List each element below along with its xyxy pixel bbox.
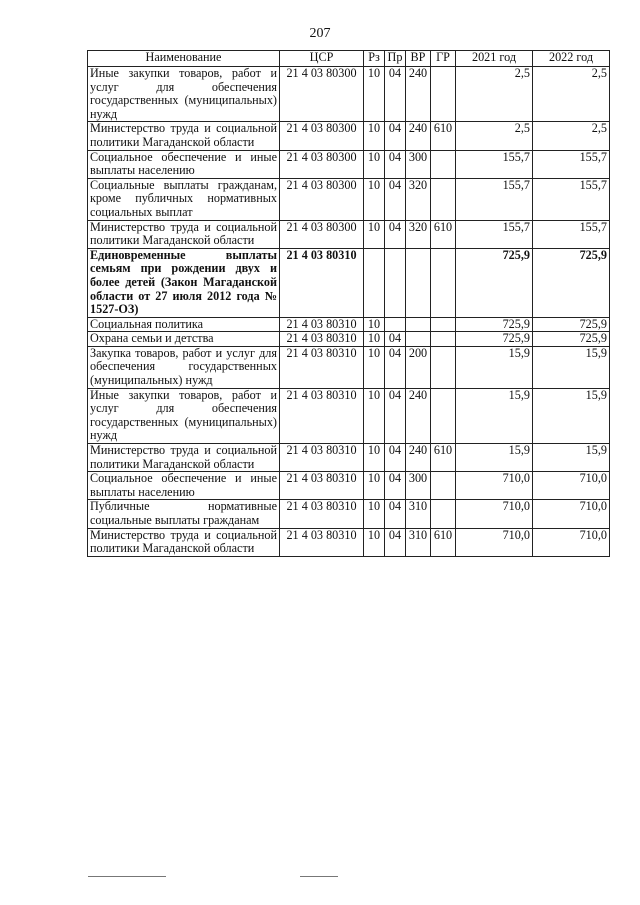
cell-pr [385,248,406,317]
cell-pr: 04 [385,332,406,347]
cell-rz: 10 [364,346,385,388]
page-number: 207 [309,26,331,41]
cell-name: Социальное обеспечение и иные выплаты населению [88,150,280,178]
cell-name: Иные закупки товаров, работ и услуг для обеспечения государственных (муниципальных) нужд [88,67,280,122]
header-pr: Пр [385,51,406,67]
cell-rz: 10 [364,122,385,150]
cell-2021: 725,9 [456,332,533,347]
cell-vr: 300 [406,150,431,178]
scan-line [300,876,338,877]
cell-2021: 710,0 [456,528,533,556]
cell-csr: 21 4 03 80310 [280,444,364,472]
cell-2021: 155,7 [456,220,533,248]
cell-name: Социальные выплаты гражданам, кроме публичных нормативных социальных выплат [88,178,280,220]
cell-2022: 15,9 [533,388,610,443]
table-row [88,67,610,122]
budget-table [87,50,610,557]
cell-vr: 310 [406,528,431,556]
cell-pr: 04 [385,178,406,220]
cell-gr: 610 [431,122,456,150]
cell-csr: 21 4 03 80310 [280,472,364,500]
cell-rz: 10 [364,178,385,220]
cell-csr: 21 4 03 80310 [280,528,364,556]
cell-csr: 21 4 03 80300 [280,150,364,178]
cell-2021: 155,7 [456,150,533,178]
cell-rz: 10 [364,388,385,443]
cell-vr: 240 [406,122,431,150]
cell-name: Социальная политика [88,317,280,332]
cell-gr: 610 [431,528,456,556]
cell-csr: 21 4 03 80300 [280,67,364,122]
cell-2022: 710,0 [533,500,610,528]
cell-2022: 2,5 [533,67,610,122]
cell-rz [364,248,385,317]
cell-vr [406,317,431,332]
cell-pr: 04 [385,388,406,443]
cell-2021: 710,0 [456,500,533,528]
cell-pr: 04 [385,346,406,388]
scan-line [88,876,166,877]
header-2022: 2022 год [533,51,610,67]
table-row [88,528,610,556]
cell-2022: 15,9 [533,346,610,388]
cell-2021: 15,9 [456,444,533,472]
cell-2022: 725,9 [533,248,610,317]
cell-rz: 10 [364,444,385,472]
cell-name: Министерство труда и социальной политики Магаданской области [88,444,280,472]
cell-vr [406,332,431,347]
cell-csr: 21 4 03 80310 [280,248,364,317]
table-header-row [88,51,610,67]
cell-name: Социальное обеспечение и иные выплаты населению [88,472,280,500]
cell-gr [431,178,456,220]
cell-vr [406,248,431,317]
cell-csr: 21 4 03 80300 [280,122,364,150]
cell-2022: 2,5 [533,122,610,150]
cell-2021: 15,9 [456,346,533,388]
cell-gr [431,388,456,443]
table-body [88,67,610,557]
cell-pr: 04 [385,220,406,248]
cell-rz: 10 [364,150,385,178]
cell-csr: 21 4 03 80310 [280,332,364,347]
table-row [88,472,610,500]
cell-name: Министерство труда и социальной политики Магаданской области [88,122,280,150]
cell-2022: 710,0 [533,472,610,500]
cell-pr [385,317,406,332]
cell-2022: 155,7 [533,178,610,220]
cell-2021: 155,7 [456,178,533,220]
cell-rz: 10 [364,220,385,248]
table-row [88,332,610,347]
cell-vr: 200 [406,346,431,388]
cell-name: Охрана семьи и детства [88,332,280,347]
cell-rz: 10 [364,472,385,500]
cell-csr: 21 4 03 80300 [280,178,364,220]
cell-rz: 10 [364,528,385,556]
cell-pr: 04 [385,150,406,178]
table-row [88,178,610,220]
cell-2021: 2,5 [456,122,533,150]
cell-name: Министерство труда и социальной политики Магаданской области [88,528,280,556]
cell-rz: 10 [364,500,385,528]
header-name: Наименование [88,51,280,67]
table-row [88,220,610,248]
cell-vr: 240 [406,67,431,122]
table-row [88,346,610,388]
cell-csr: 21 4 03 80310 [280,317,364,332]
cell-2022: 710,0 [533,528,610,556]
cell-vr: 310 [406,500,431,528]
header-2021: 2021 год [456,51,533,67]
cell-gr [431,332,456,347]
table-row [88,122,610,150]
cell-2021: 710,0 [456,472,533,500]
table-row [88,248,610,317]
cell-pr: 04 [385,472,406,500]
cell-gr [431,472,456,500]
cell-vr: 320 [406,178,431,220]
cell-vr: 240 [406,444,431,472]
table-row [88,500,610,528]
cell-2021: 725,9 [456,248,533,317]
cell-vr: 300 [406,472,431,500]
cell-2022: 725,9 [533,317,610,332]
cell-csr: 21 4 03 80310 [280,388,364,443]
cell-2022: 725,9 [533,332,610,347]
cell-gr: 610 [431,444,456,472]
cell-name: Министерство труда и социальной политики Магаданской области [88,220,280,248]
cell-name: Единовременные выплаты семьям при рождении двух и более детей (Закон Магаданской области от 27 июля 2012 года № 1527-ОЗ) [88,248,280,317]
cell-gr [431,150,456,178]
cell-csr: 21 4 03 80300 [280,220,364,248]
table-row [88,388,610,443]
header-gr: ГР [431,51,456,67]
cell-pr: 04 [385,500,406,528]
cell-name: Закупка товаров, работ и услуг для обеспечения государственных (муниципальных) нужд [88,346,280,388]
cell-gr: 610 [431,220,456,248]
header-vr: ВР [406,51,431,67]
cell-2022: 15,9 [533,444,610,472]
cell-rz: 10 [364,67,385,122]
cell-pr: 04 [385,122,406,150]
cell-2021: 2,5 [456,67,533,122]
cell-pr: 04 [385,528,406,556]
table-row [88,444,610,472]
cell-csr: 21 4 03 80310 [280,346,364,388]
cell-rz: 10 [364,332,385,347]
cell-gr [431,346,456,388]
cell-gr [431,248,456,317]
cell-gr [431,67,456,122]
header-rz: Рз [364,51,385,67]
cell-pr: 04 [385,444,406,472]
cell-name: Иные закупки товаров, работ и услуг для обеспечения государственных (муниципальных) нужд [88,388,280,443]
header-csr: ЦСР [280,51,364,67]
cell-vr: 240 [406,388,431,443]
cell-vr: 320 [406,220,431,248]
cell-pr: 04 [385,67,406,122]
cell-rz: 10 [364,317,385,332]
table-row [88,317,610,332]
cell-name: Публичные нормативные социальные выплаты гражданам [88,500,280,528]
cell-2022: 155,7 [533,150,610,178]
cell-csr: 21 4 03 80310 [280,500,364,528]
cell-gr [431,500,456,528]
cell-2021: 725,9 [456,317,533,332]
cell-2021: 15,9 [456,388,533,443]
cell-gr [431,317,456,332]
cell-2022: 155,7 [533,220,610,248]
table-row [88,150,610,178]
